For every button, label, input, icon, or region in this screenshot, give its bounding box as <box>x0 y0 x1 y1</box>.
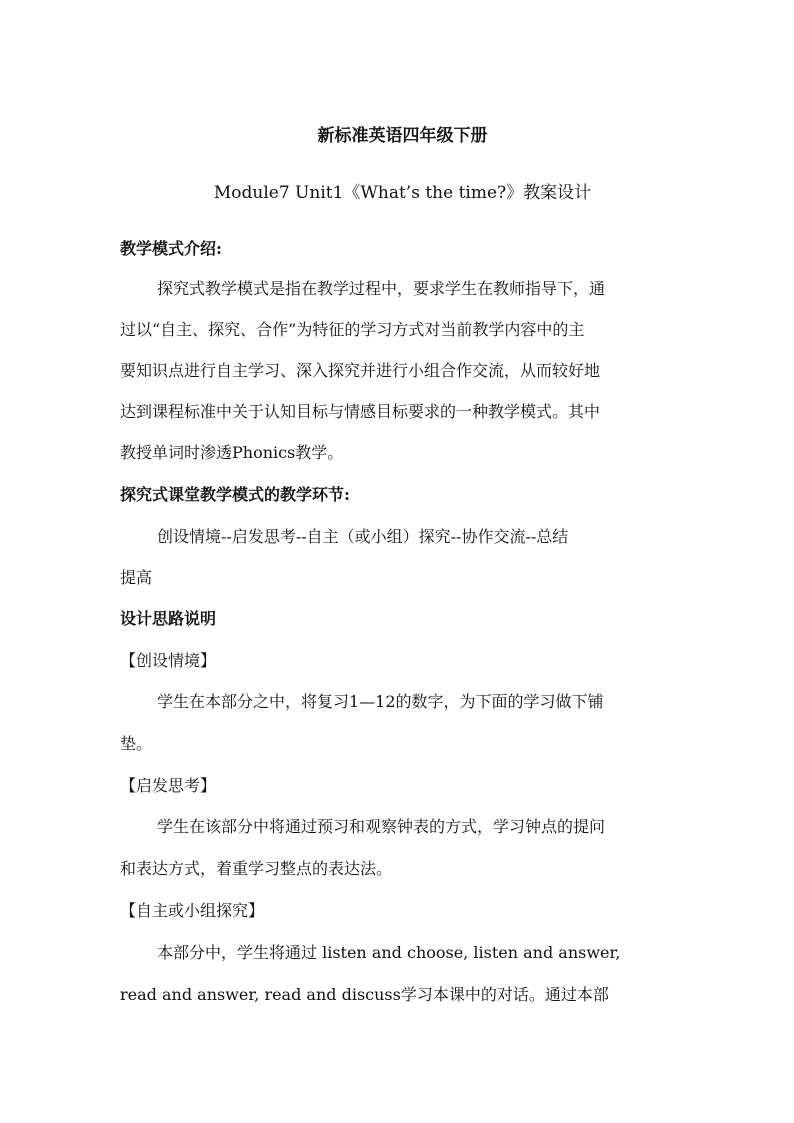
paragraph-line: 学生在本部分之中，将复习1—12的数字，为下面的学习做下铺 <box>157 692 604 711</box>
paragraph-line: 创设情境--启发思考--自主（或小组）探究--协作交流--总结 <box>157 527 569 546</box>
subsection-heading-inspire-thinking: 【启发思考】 <box>120 776 217 795</box>
paragraph-line: 垫。 <box>120 734 153 753</box>
paragraph-line: read and answer, read and discuss学习本课中的对话。通过本部 <box>120 985 609 1004</box>
paragraph-line: 和表达方式，着重学习整点的表达法。 <box>120 859 393 878</box>
document-title: 新标准英语四年级下册 <box>317 126 488 146</box>
document-subtitle: Module7 Unit1《What’s the time?》教案设计 <box>213 183 592 203</box>
paragraph-line: 要知识点进行自主学习、深入探究并进行小组合作交流，从而较好地 <box>120 361 601 380</box>
paragraph-line: 学生在该部分中将通过预习和观察钟表的方式，学习钟点的提问 <box>157 817 606 836</box>
section-heading-teaching-mode: 教学模式介绍: <box>120 239 222 258</box>
paragraph-line: 教授单词时渗透Phonics教学。 <box>120 443 344 462</box>
paragraph-line: 提高 <box>120 568 153 587</box>
subsection-heading-create-scene: 【创设情境】 <box>120 651 217 670</box>
paragraph-line: 过以“自主、探究、合作”为特征的学习方式对当前教学内容中的主 <box>120 320 585 339</box>
section-heading-design-notes: 设计思路说明 <box>120 609 217 628</box>
paragraph-line: 达到课程标准中关于认知目标与情感目标要求的一种教学模式。其中 <box>120 402 601 421</box>
subsection-heading-self-or-group-inquiry: 【自主或小组探究】 <box>120 901 265 920</box>
paragraph-line: 本部分中，学生将通过 listen and choose, listen and answer, <box>157 943 621 962</box>
section-heading-teaching-steps: 探究式课堂教学模式的教学环节: <box>120 485 350 504</box>
paragraph-line: 探究式教学模式是指在教学过程中，要求学生在教师指导下，通 <box>157 279 606 298</box>
